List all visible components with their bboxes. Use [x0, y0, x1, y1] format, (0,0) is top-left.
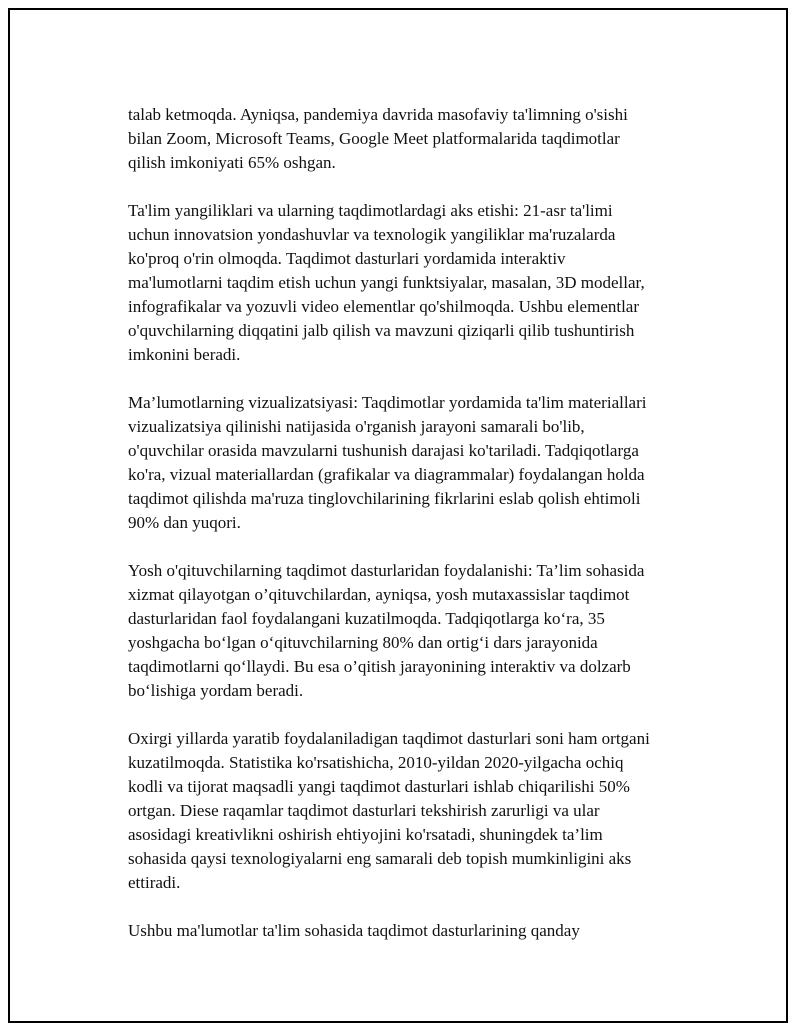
paragraph-5: Oxirgi yillarda yaratib foydalaniladigan taqdimot dasturlari soni ham ortgani kuzatilmoqda. Statistika ko'rsatishicha, 2010-yildan 2020-yilgacha ochiq kodli va tijorat maqsadli yangi taqdimot dasturlari ishlab chiqarilishi 50% ortgan. Diese raqamlar taqdimot dasturlari tekshirish zarurligi va ular asosidagi kreativlikni oshirish ehtiyojini ko'rsatadi, shuningdek ta’lim sohasida qaysi texnologiyalarni eng samarali deb topish mumkinligini aks ettiradi. — [128, 729, 650, 892]
page-frame — [8, 8, 788, 1023]
paragraph-1: talab ketmoqda. Ayniqsa, pandemiya davrida masofaviy ta'limning o'sishi bilan Zoom, Microsoft Teams, Google Meet platformalarida taqdimotlar qilish imkoniyati 65% oshgan. — [128, 105, 628, 172]
paragraph-4: Yosh o'qituvchilarning taqdimot dasturlaridan foydalanishi: Ta’lim sohasida xizmat qilayotgan o’qituvchilardan, ayniqsa, yosh mutaxassislar taqdimot dasturlaridan faol foydalangani kuzatilmoqda. Tadqiqotlarga ko‘ra, 35 yoshgacha bo‘lgan o‘qituvchilarning 80% dan ortig‘i dars jarayonida taqdimotlarni qo‘llaydi. Bu esa o’qitish jarayonining interaktiv va dolzarb bo‘lishiga yordam beradi. — [128, 561, 645, 700]
paragraph-2: Ta'lim yangiliklari va ularning taqdimotlardagi aks etishi: 21-asr ta'limi uchun innovatsion yondashuvlar va texnologik yangiliklar ma'ruzalarda ko'proq o'rin olmoqda. Taqdimot dasturlari yordamida interaktiv ma'lumotlarni taqdim etish uchun yangi funktsiyalar, masalan, 3D modellar, infografikalar va yozuvli video elementlar qo'shilmoqda. Ushbu elementlar o'quvchilarning diqqatini jalb qilish va mavzuni qiziqarli qilib tushuntirish imkonini beradi. — [128, 201, 645, 364]
paragraph-3: Ma’lumotlarning vizualizatsiyasi: Taqdimotlar yordamida ta'lim materiallari vizualizatsiya qilinishi natijasida o'rganish jarayoni samarali bo'lib, o'quvchilar orasida mavzularni tushunish darajasi ko'tariladi. Tadqiqotlarga ko'ra, vizual materiallardan (grafikalar va diagrammalar) foydalangan holda taqdimot qilishda ma'ruza tinglovchilarining fikrlarini eslab qolish ehtimoli 90% dan yuqori. — [128, 393, 647, 532]
document-body — [128, 103, 708, 943]
paragraph-6: Ushbu ma'lumotlar ta'lim sohasida taqdimot dasturlarining qanday — [128, 921, 580, 940]
